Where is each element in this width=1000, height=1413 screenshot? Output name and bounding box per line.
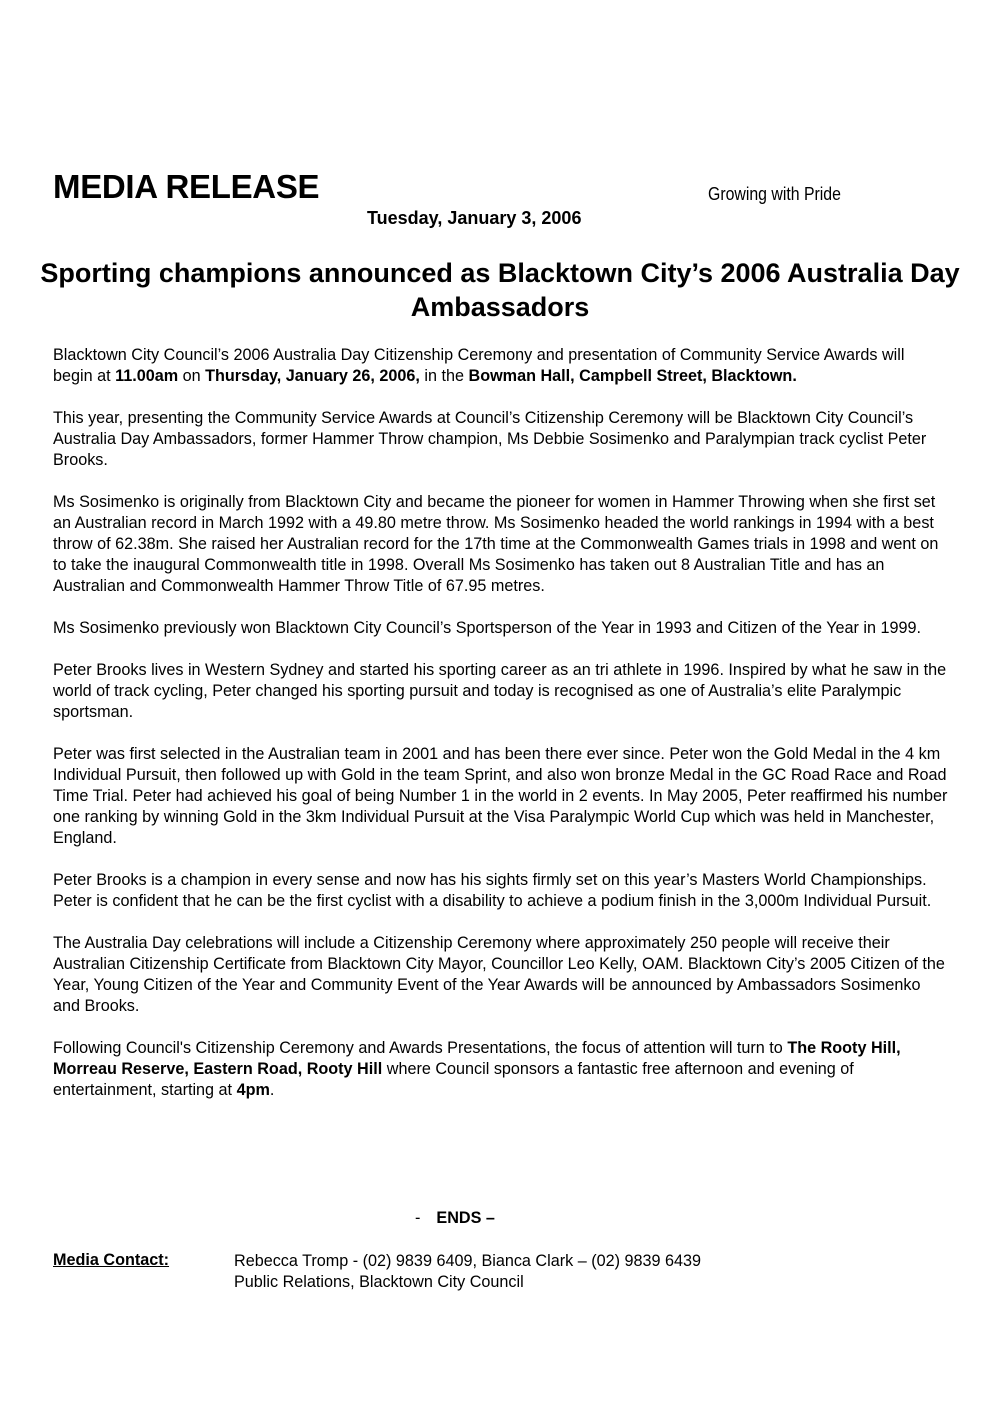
- p1-text-3: in the: [419, 367, 469, 385]
- p9-text-3: .: [269, 1081, 275, 1099]
- p1-text-1: Blacktown City Council’s 2006 Australia Day Citizenship Ceremony and presentation of Community Service Awards will begin at: [53, 346, 905, 385]
- paragraph-5: Peter Brooks lives in Western Sydney and started his sporting career as an tri athlete in 1996. Inspired by what he saw in the world of track cycling, Peter changed his sporting pursuit and today is recognised as one of Australia’s elite Paralympic sportsman.: [53, 661, 947, 721]
- p1-time: 11.00am: [115, 367, 179, 385]
- body-text: [53, 345, 948, 1122]
- p9-text-1: Following Council's Citizenship Ceremony and Awards Presentations, the focus of attention will turn to: [53, 1039, 788, 1057]
- paragraph-4: Ms Sosimenko previously won Blacktown City Council’s Sportsperson of the Year in 1993 and Citizen of the Year in 1999.: [53, 619, 922, 637]
- paragraph-7: Peter Brooks is a champion in every sense and now has his sights firmly set on this year’s Masters World Championships. Peter is confident that he can be the first cyclist with a disability to achieve a podium finish in the 3,000m Individual Pursuit.: [53, 871, 932, 910]
- paragraph-2: This year, presenting the Community Service Awards at Council’s Citizenship Ceremony will be Blacktown City Council’s Australia Day Ambassadors, former Hammer Throw champion, Ms Debbie Sosimenko and Paralympian track cyclist Peter Brooks.: [53, 409, 927, 469]
- media-release-title: MEDIA RELEASE: [53, 168, 320, 205]
- paragraph-8: The Australia Day celebrations will include a Citizenship Ceremony where approximately 250 people will receive their Australian Citizenship Certificate from Blacktown City Mayor, Councillor Leo Kelly, OAM. Blacktown City’s 2005 Citizen of the Year, Young Citizen of the Year and Community Event of the Year Awards will be announced by Ambassadors Sosimenko and Brooks.: [53, 934, 945, 1015]
- p9-venue: The Rooty Hill, Morreau Reserve, Eastern Road, Rooty Hill: [53, 1039, 901, 1078]
- contact-line-2: Public Relations, Blacktown City Council: [234, 1273, 524, 1291]
- p1-venue: Bowman Hall, Campbell Street, Blacktown.: [468, 367, 797, 385]
- media-contact-label: Media Contact:: [53, 1251, 170, 1269]
- p9-text-2: where Council sponsors a fantastic free afternoon and evening of entertainment, starting at: [53, 1060, 854, 1099]
- headline: Sporting champions announced as Blacktown City’s 2006 Australia Day Ambassadors: [40, 258, 960, 322]
- media-contact-details: [234, 1251, 701, 1293]
- tagline: Growing with Pride: [708, 184, 841, 204]
- contact-line-1: Rebecca Tromp - (02) 9839 6409, Bianca Clark – (02) 9839 6439: [234, 1252, 702, 1270]
- paragraph-3: Ms Sosimenko is originally from Blacktown City and became the pioneer for women in Hammer Throwing when she first set an Australian record in March 1992 with a 49.80 metre throw. Ms Sosimenko headed the world rankings in 1994 with a best throw of 62.38m. She raised her Australian record for the 17th time at the Commonwealth Games trials in 1998 and went on to take the inaugural Commonwealth title in 1998. Overall Ms Sosimenko has taken out 8 Australian Title and has an Australian and Commonwealth Hammer Throw Title of 67.95 metres.: [53, 493, 939, 595]
- ends-marker: [415, 1209, 495, 1228]
- paragraph-1: [53, 345, 948, 387]
- p9-start-time: 4pm: [236, 1081, 270, 1099]
- p1-text-2: on: [178, 367, 206, 385]
- ends-label: ENDS –: [436, 1209, 495, 1227]
- release-date: Tuesday, January 3, 2006: [367, 208, 582, 228]
- p1-event-date: Thursday, January 26, 2006,: [205, 367, 420, 385]
- paragraph-9: [53, 1038, 948, 1101]
- paragraph-6: Peter was first selected in the Australian team in 2001 and has been there ever since. Peter won the Gold Medal in the 4 km Individual Pursuit, then followed up with Gold in the team Sprint, and also won bronze Medal in the GC Road Race and Road Time Trial. Peter had achieved his goal of being Number 1 in the world in 2 events. In May 2005, Peter reaffirmed his number one ranking by winning Gold in the 3km Individual Pursuit at the Visa Paralympic World Cup which was held in Manchester, England.: [53, 745, 948, 847]
- ends-dash: -: [415, 1209, 421, 1227]
